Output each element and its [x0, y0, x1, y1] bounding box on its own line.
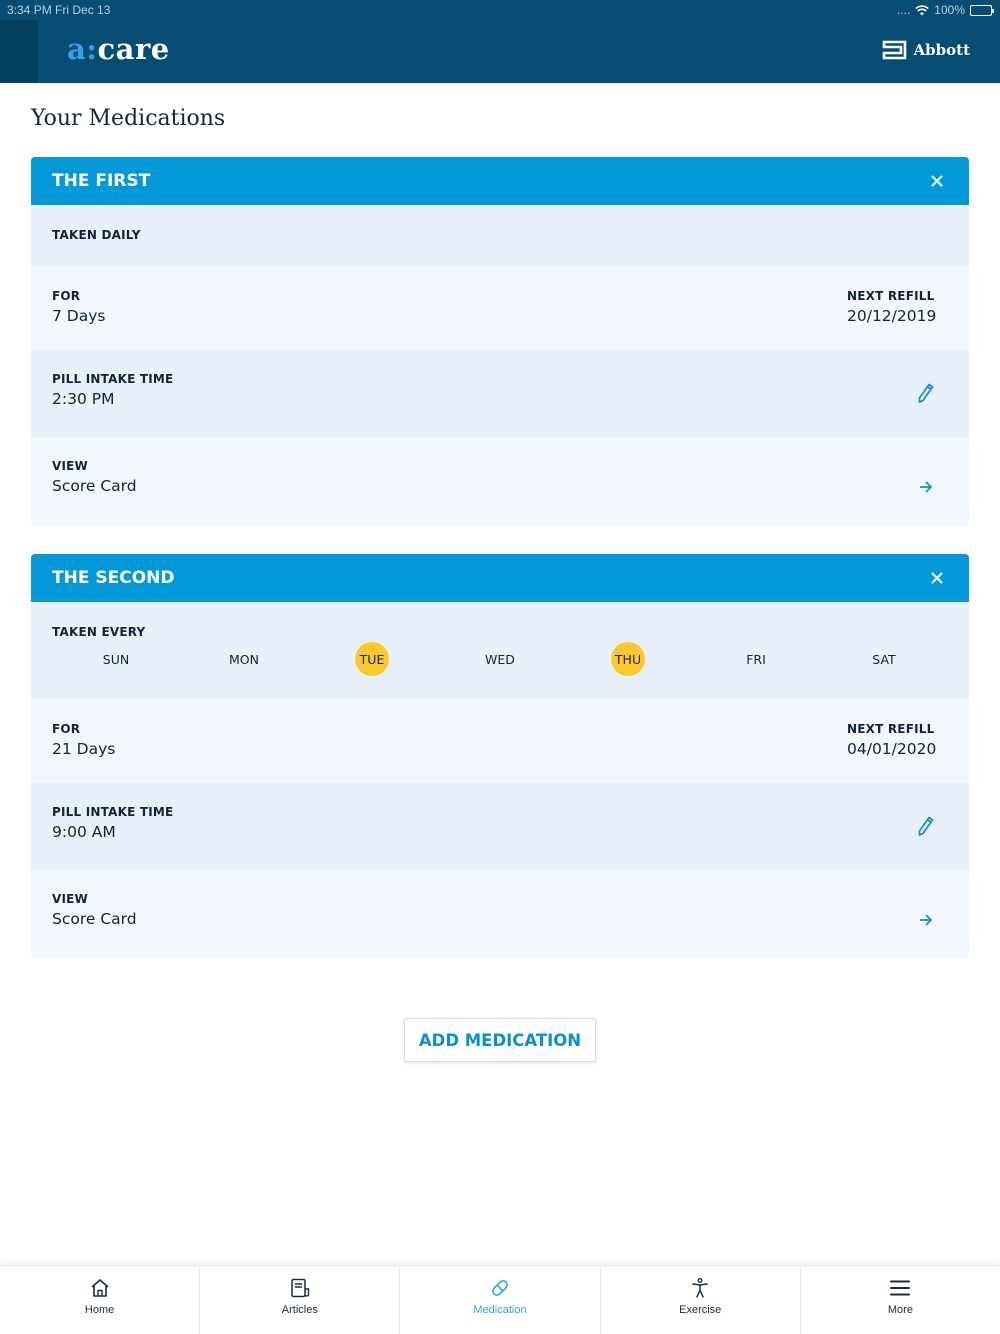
- for-value: 7 Days: [52, 307, 106, 325]
- tab-exercise[interactable]: [601, 1266, 801, 1334]
- edit-pencil-icon[interactable]: [915, 382, 937, 404]
- abbott-brand: [882, 40, 970, 60]
- intake-row: [31, 783, 969, 870]
- page-title: Your Medications: [31, 106, 226, 131]
- tab-label: Home: [84, 1304, 115, 1316]
- medication-name: THE FIRST: [52, 171, 151, 191]
- add-medication-button[interactable]: ADD MEDICATION: [404, 1018, 596, 1062]
- status-time: 3:34 PM Fri Dec 13: [7, 3, 111, 17]
- day-mon[interactable]: MON: [229, 651, 259, 667]
- intake-value: 9:00 AM: [52, 823, 116, 841]
- tab-label: Medication: [473, 1304, 527, 1316]
- header-side-block: [0, 20, 38, 83]
- status-right: [897, 3, 992, 17]
- status-bar: [0, 0, 1000, 20]
- schedule-row: [31, 205, 969, 266]
- tab-articles[interactable]: [200, 1266, 400, 1334]
- for-label: FOR: [52, 722, 81, 736]
- signal-dots: ....: [896, 3, 911, 17]
- brand-name: Abbott: [913, 41, 970, 59]
- medication-card: [31, 554, 969, 957]
- battery-icon: [970, 5, 992, 16]
- day-tue[interactable]: TUE: [355, 642, 389, 676]
- for-label: FOR: [52, 289, 81, 303]
- medication-card-header: [31, 157, 969, 205]
- articles-icon: [289, 1277, 311, 1299]
- intake-label: PILL INTAKE TIME: [52, 372, 174, 386]
- next-refill-value: 20/12/2019: [847, 307, 937, 325]
- bottom-tab-bar: [0, 1265, 1000, 1334]
- wifi-icon: [915, 5, 929, 16]
- for-value: 21 Days: [52, 740, 116, 758]
- pill-icon: [489, 1277, 511, 1299]
- schedule-label: TAKEN DAILY: [52, 228, 141, 242]
- arrow-right-icon[interactable]: [915, 476, 937, 498]
- edit-pencil-icon[interactable]: [915, 815, 937, 837]
- abbott-logo-icon: [882, 40, 908, 60]
- next-refill-value: 04/01/2020: [847, 740, 937, 758]
- arrow-right-icon[interactable]: [915, 909, 937, 931]
- exercise-icon: [689, 1277, 711, 1299]
- tab-medication[interactable]: [400, 1266, 600, 1334]
- intake-value: 2:30 PM: [52, 390, 115, 408]
- day-wed[interactable]: WED: [485, 651, 515, 667]
- next-refill-label: NEXT REFILL: [847, 722, 935, 736]
- menu-icon: [889, 1277, 911, 1299]
- weekday-selector: [31, 648, 969, 670]
- medication-card: [31, 157, 969, 525]
- close-icon[interactable]: [925, 169, 949, 193]
- view-label: VIEW: [52, 892, 88, 906]
- tab-more[interactable]: [801, 1266, 1000, 1334]
- tab-label: Exercise: [679, 1304, 722, 1316]
- scorecard-link[interactable]: Score Card: [52, 477, 137, 495]
- tab-label: More: [887, 1304, 913, 1316]
- home-icon: [89, 1277, 111, 1299]
- close-icon[interactable]: [925, 566, 949, 590]
- tab-label: Articles: [281, 1304, 318, 1316]
- scorecard-row[interactable]: [31, 437, 969, 525]
- scorecard-link[interactable]: Score Card: [52, 910, 137, 928]
- schedule-row: [31, 602, 969, 699]
- scorecard-row[interactable]: [31, 870, 969, 957]
- day-fri[interactable]: FRI: [746, 651, 766, 667]
- intake-label: PILL INTAKE TIME: [52, 805, 174, 819]
- day-sun[interactable]: SUN: [102, 651, 130, 667]
- acare-logo: a:care: [67, 32, 170, 66]
- medication-name: THE SECOND: [52, 568, 175, 588]
- day-thu[interactable]: THU: [611, 642, 645, 676]
- intake-row: [31, 350, 969, 437]
- schedule-label: TAKEN EVERY: [52, 625, 146, 639]
- tab-home[interactable]: [0, 1266, 200, 1334]
- medication-card-header: [31, 554, 969, 602]
- day-sat[interactable]: SAT: [872, 651, 896, 667]
- view-label: VIEW: [52, 459, 88, 473]
- next-refill-label: NEXT REFILL: [847, 289, 935, 303]
- app-header: [0, 0, 1000, 83]
- battery-percent: 100%: [934, 3, 965, 17]
- duration-row: [31, 699, 969, 783]
- duration-row: [31, 266, 969, 350]
